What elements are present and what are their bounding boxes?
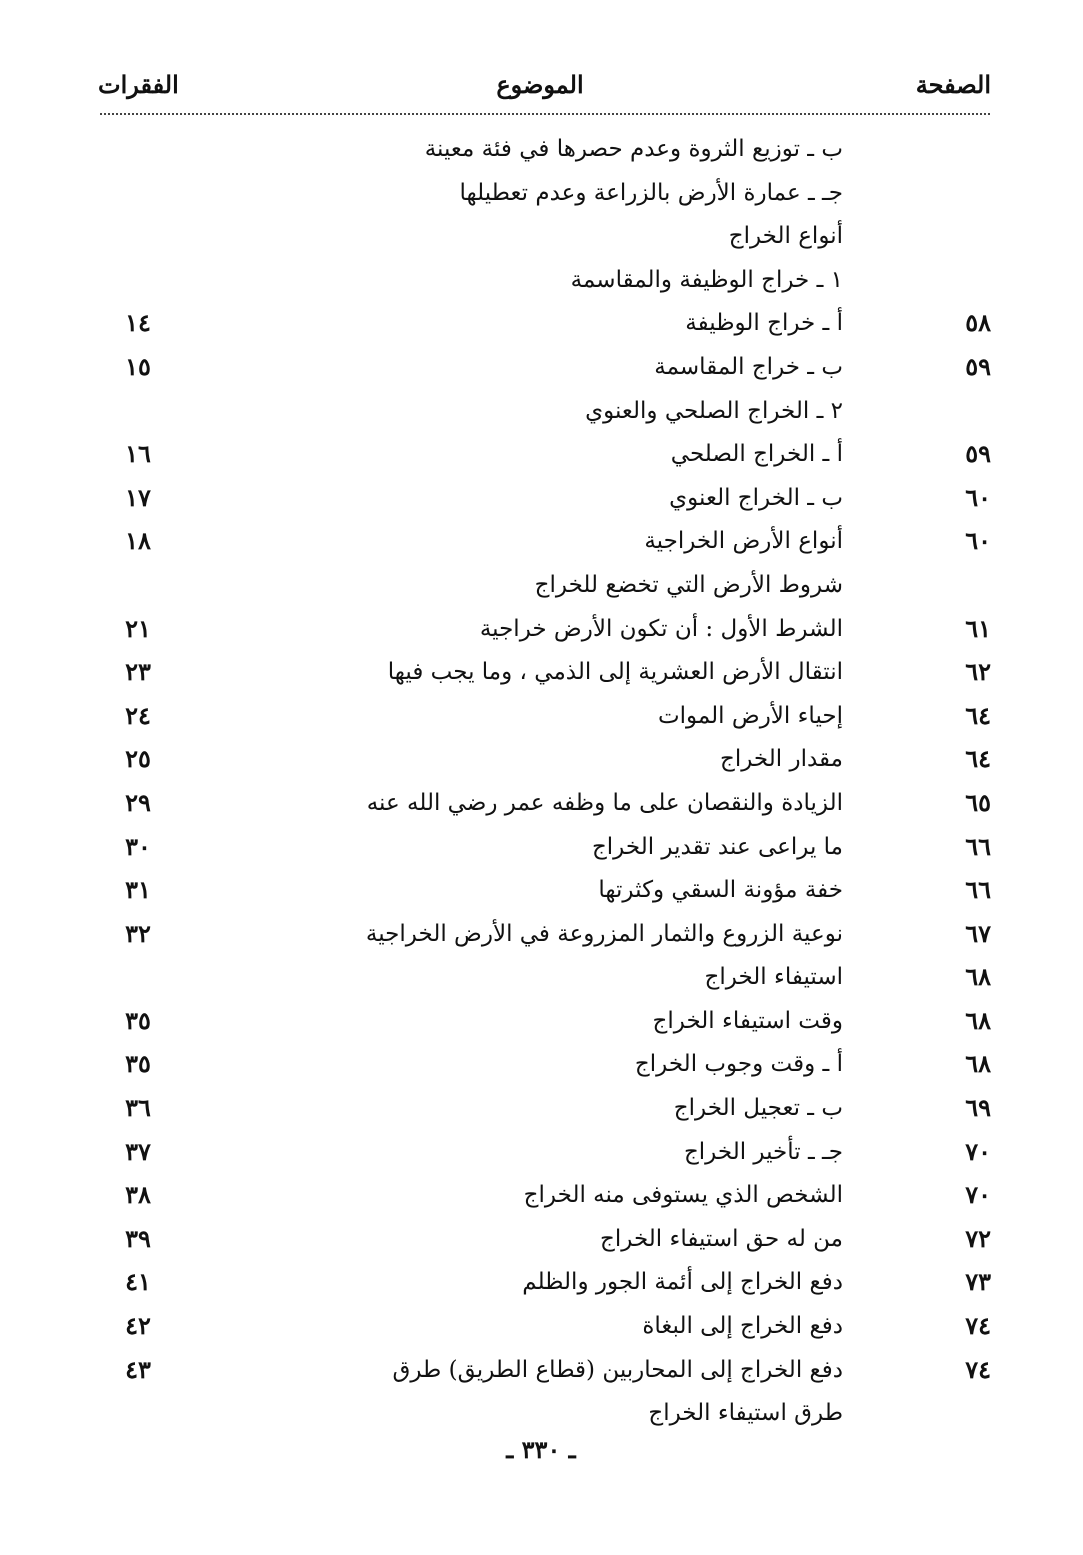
row-topic: خفة مؤونة السقي وكثرتها — [598, 877, 843, 904]
toc-row — [0, 476, 1083, 520]
row-paragraph-number: ٣٢ — [125, 918, 151, 948]
row-page-number: ٧٠ — [965, 1136, 991, 1166]
toc-row — [0, 127, 1083, 171]
row-paragraph-number: ٤٢ — [125, 1311, 151, 1341]
toc-row — [0, 694, 1083, 738]
toc-row — [0, 737, 1083, 781]
toc-row — [0, 432, 1083, 476]
row-page-number: ٦٨ — [965, 1005, 991, 1035]
row-topic: طرق استيفاء الخراج — [648, 1400, 843, 1427]
row-paragraph-number: ٢٩ — [125, 787, 151, 817]
toc-row — [0, 1260, 1083, 1304]
row-topic: مقدار الخراج — [719, 746, 843, 773]
page-number-footer: ـ ٣٣٠ ـ — [506, 1435, 576, 1464]
row-topic: الشخص الذي يستوفى منه الخراج — [523, 1182, 843, 1209]
row-paragraph-number: ٣٧ — [125, 1136, 151, 1166]
row-paragraph-number: ٢١ — [125, 613, 151, 643]
row-topic: دفع الخراج إلى البغاة — [642, 1313, 843, 1340]
row-paragraph-number: ١٤ — [125, 308, 151, 338]
row-topic: وقت استيفاء الخراج — [652, 1007, 843, 1034]
header-topic-column: الموضوع — [496, 70, 584, 99]
row-paragraph-number: ٣٥ — [125, 1005, 151, 1035]
row-paragraph-number: ٢٤ — [125, 700, 151, 730]
toc-row — [0, 519, 1083, 563]
row-topic: نوعية الزروع والثمار المزروعة في الأرض الخراجية — [365, 920, 843, 947]
toc-row — [0, 1304, 1083, 1348]
row-paragraph-number: ٤٣ — [125, 1354, 151, 1384]
row-paragraph-number: ٣٥ — [125, 1049, 151, 1079]
row-topic: أ ـ الخراج الصلحي — [670, 441, 843, 468]
row-topic: جـ ـ عمارة الأرض بالزراعة وعدم تعطيلها — [459, 179, 843, 206]
row-page-number: ٦٤ — [965, 744, 991, 774]
toc-row — [0, 563, 1083, 607]
row-page-number: ٦٦ — [965, 875, 991, 905]
row-paragraph-number: ٢٣ — [125, 657, 151, 687]
toc-row — [0, 301, 1083, 345]
header-dotted-divider — [100, 113, 990, 115]
row-topic: شروط الأرض التي تخضع للخراج — [534, 571, 843, 598]
toc-row — [0, 1130, 1083, 1174]
row-topic: الزيادة والنقصان على ما وظفه عمر رضي الله عنه — [366, 789, 843, 816]
toc-row — [0, 912, 1083, 956]
row-topic: ب ـ الخراج العنوي — [669, 484, 843, 511]
row-paragraph-number: ٣٦ — [125, 1093, 151, 1123]
row-page-number: ٦٢ — [965, 657, 991, 687]
row-paragraph-number: ٣٩ — [125, 1223, 151, 1253]
row-topic: أ ـ خراج الوظيفة — [685, 310, 843, 337]
toc-row — [0, 1173, 1083, 1217]
row-topic: من له حق استيفاء الخراج — [600, 1225, 843, 1252]
row-topic: أنواع الأرض الخراجية — [644, 528, 843, 555]
row-page-number: ٥٩ — [965, 439, 991, 469]
row-topic: ب ـ خراج المقاسمة — [654, 353, 843, 380]
row-paragraph-number: ١٧ — [125, 482, 151, 512]
row-paragraph-number: ١٨ — [125, 526, 151, 556]
row-topic: إحياء الأرض الموات — [657, 702, 843, 729]
header-paragraphs-column: الفقرات — [98, 70, 179, 99]
toc-row — [0, 345, 1083, 389]
row-page-number: ٦١ — [965, 613, 991, 643]
row-paragraph-number: ٣٠ — [125, 831, 151, 861]
row-page-number: ٦٨ — [965, 1049, 991, 1079]
row-page-number: ٦٧ — [965, 918, 991, 948]
toc-row — [0, 1086, 1083, 1130]
row-topic: جـ ـ تأخير الخراج — [683, 1138, 843, 1165]
row-paragraph-number: ١٥ — [125, 351, 151, 381]
toc-row — [0, 1391, 1083, 1435]
toc-rows — [0, 127, 1083, 1435]
toc-row — [0, 1348, 1083, 1392]
row-topic: ٢ ـ الخراج الصلحي والعنوي — [585, 397, 843, 424]
toc-row — [0, 955, 1083, 999]
row-topic: ب ـ تعجيل الخراج — [673, 1095, 843, 1122]
toc-row — [0, 258, 1083, 302]
row-topic: أ ـ وقت وجوب الخراج — [634, 1051, 843, 1078]
toc-row — [0, 1042, 1083, 1086]
toc-row — [0, 214, 1083, 258]
toc-row — [0, 650, 1083, 694]
row-topic: استيفاء الخراج — [704, 964, 843, 991]
toc-row — [0, 868, 1083, 912]
row-topic: ١ ـ خراج الوظيفة والمقاسمة — [570, 266, 843, 293]
row-page-number: ٧٤ — [965, 1354, 991, 1384]
row-topic: انتقال الأرض العشرية إلى الذمي ، وما يجب فيها — [387, 659, 843, 686]
row-paragraph-number: ٣١ — [125, 875, 151, 905]
row-topic: أنواع الخراج — [728, 223, 843, 250]
row-topic: ما يراعى عند تقدير الخراج — [591, 833, 843, 860]
row-page-number: ٥٨ — [965, 308, 991, 338]
toc-row — [0, 825, 1083, 869]
toc-row — [0, 1217, 1083, 1261]
row-page-number: ٦٥ — [965, 787, 991, 817]
row-topic: دفع الخراج إلى أئمة الجور والظلم — [522, 1269, 843, 1296]
row-page-number: ٧٢ — [965, 1223, 991, 1253]
row-page-number: ٧٤ — [965, 1311, 991, 1341]
row-paragraph-number: ٢٥ — [125, 744, 151, 774]
row-page-number: ٧٣ — [965, 1267, 991, 1297]
row-topic: الشرط الأول : أن تكون الأرض خراجية — [479, 615, 843, 642]
toc-row — [0, 389, 1083, 433]
row-page-number: ٦٤ — [965, 700, 991, 730]
row-paragraph-number: ١٦ — [125, 439, 151, 469]
row-page-number: ٧٠ — [965, 1180, 991, 1210]
row-paragraph-number: ٤١ — [125, 1267, 151, 1297]
row-page-number: ٦٠ — [965, 526, 991, 556]
toc-row — [0, 607, 1083, 651]
row-page-number: ٦٠ — [965, 482, 991, 512]
row-paragraph-number: ٣٨ — [125, 1180, 151, 1210]
row-page-number: ٦٩ — [965, 1093, 991, 1123]
toc-row — [0, 781, 1083, 825]
row-page-number: ٦٦ — [965, 831, 991, 861]
row-topic: دفع الخراج إلى المحاربين (قطاع الطريق) طرق — [392, 1356, 843, 1383]
row-topic: ب ـ توزيع الثروة وعدم حصرها في فئة معينة — [424, 136, 843, 162]
row-page-number: ٦٨ — [965, 962, 991, 992]
toc-row — [0, 171, 1083, 215]
toc-row — [0, 999, 1083, 1043]
header-page-column: الصفحة — [915, 70, 991, 99]
row-page-number: ٥٩ — [965, 351, 991, 381]
